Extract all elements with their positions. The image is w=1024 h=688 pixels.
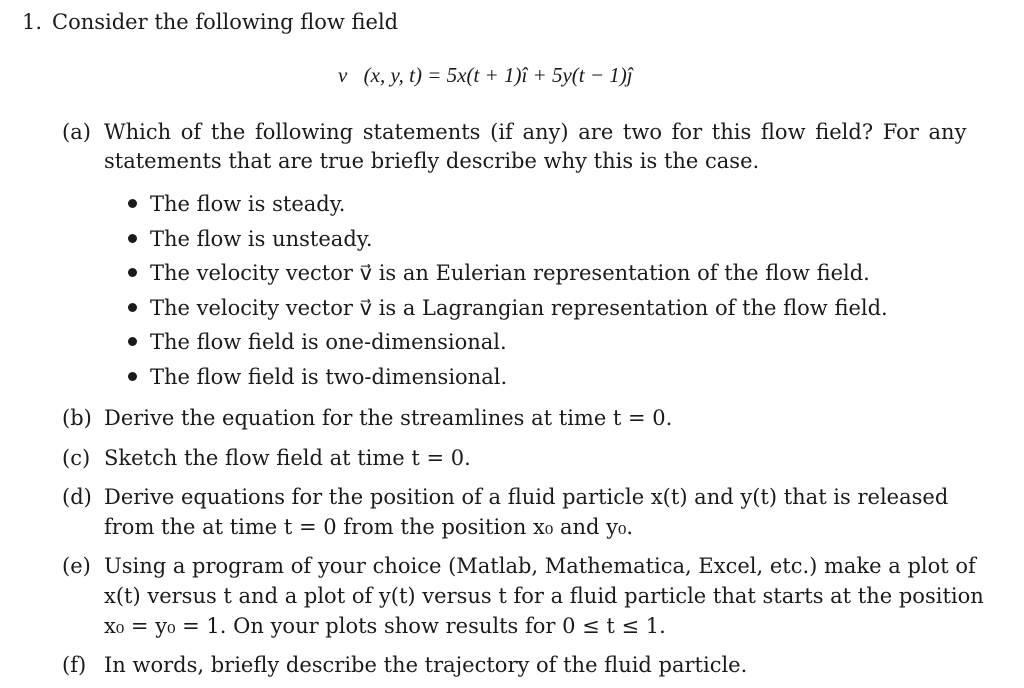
part-f-label: (f) (62, 653, 87, 677)
part-f-line-1: In words, briefly describe the trajectory of the fluid particle. (104, 653, 748, 677)
problem-intro: Consider the following flow field (52, 10, 399, 34)
problem-number: 1. (22, 10, 43, 34)
statement-item: The velocity vector v⃗ is a Lagrangian representation of the flow field. (150, 296, 888, 320)
statement-item: The flow is unsteady. (150, 227, 373, 251)
part-e-line-2: x(t) versus t and a plot of y(t) versus t for a fluid particle that starts at the position (104, 584, 984, 608)
bullet-icon (128, 234, 137, 243)
statement-item: The flow field is two-dimensional. (150, 365, 508, 389)
statement-item: The velocity vector v⃗ is an Eulerian representation of the flow field. (150, 261, 870, 285)
part-b-line-1: Derive the equation for the streamlines at time t = 0. (104, 406, 673, 430)
part-a-label: (a) (62, 120, 91, 144)
part-a-line-1: Which of the following statements (if any) are two for this flow field? For any (104, 120, 967, 144)
statement-item: The flow is steady. (150, 192, 346, 216)
part-e-line-3: x₀ = y₀ = 1. On your plots show results for 0 ≤ t ≤ 1. (104, 614, 666, 638)
part-e-label: (e) (62, 554, 91, 578)
part-b-label: (b) (62, 406, 92, 430)
part-d-label: (d) (62, 485, 92, 509)
part-c-line-1: Sketch the flow field at time t = 0. (104, 446, 471, 470)
bullet-icon (128, 372, 137, 381)
bullet-icon (128, 268, 137, 277)
part-a-line-2: statements that are true briefly describe why this is the case. (104, 149, 760, 173)
flow-field-equation: v⃗(x, y, t) = 5x(t + 1)î + 5y(t − 1)ĵ (338, 63, 633, 87)
bullet-icon (128, 337, 137, 346)
part-e-line-1: Using a program of your choice (Matlab, Mathematica, Excel, etc.) make a plot of (104, 554, 976, 578)
part-c-label: (c) (62, 446, 91, 470)
part-d-line-1: Derive equations for the position of a fluid particle x(t) and y(t) that is released (104, 485, 949, 509)
bullet-icon (128, 199, 137, 208)
statement-item: The flow field is one-dimensional. (150, 330, 507, 354)
part-d-line-2: from the at time t = 0 from the position x₀ and y₀. (104, 515, 634, 539)
bullet-icon (128, 303, 137, 312)
